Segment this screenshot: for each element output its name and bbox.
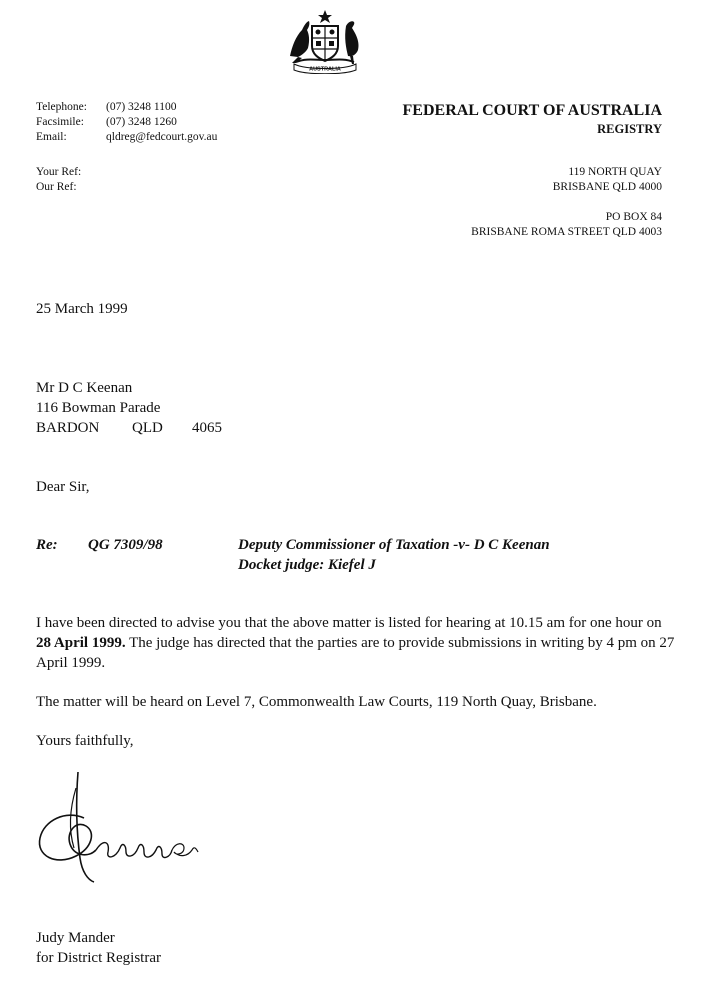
telephone-value: (07) 3248 1100 xyxy=(106,101,177,113)
signer-title: for District Registrar xyxy=(36,950,161,966)
court-heading xyxy=(403,101,662,138)
court-city: BRISBANE QLD 4000 xyxy=(552,181,662,193)
court-po-city: BRISBANE ROMA STREET QLD 4003 xyxy=(471,226,662,238)
facsimile-value: (07) 3248 1260 xyxy=(106,116,177,128)
telephone-label: Telephone: xyxy=(36,101,87,113)
re-label: Re: xyxy=(36,537,58,553)
court-postal-address xyxy=(471,210,662,240)
re-title-line: Deputy Commissioner of Taxation -v- D C Keenan xyxy=(238,537,550,553)
email-label: Email: xyxy=(36,131,67,143)
email-value: qldreg@fedcourt.gov.au xyxy=(106,131,218,143)
your-ref-label: Your Ref: xyxy=(36,166,82,178)
recipient-name: Mr D C Keenan xyxy=(36,380,133,396)
court-street: 119 NORTH QUAY xyxy=(568,166,662,178)
recipient-address xyxy=(36,378,222,438)
recipient-street: 116 Bowman Parade xyxy=(36,400,161,416)
body1-text-end: The judge has directed that the parties are to provide submissions in writing by 4 pm on 27 April 1999. xyxy=(36,635,675,671)
body-paragraph-2: The matter will be heard on Level 7, Commonwealth Law Courts, 119 North Quay, Brisbane. xyxy=(36,694,597,710)
body-paragraph-1 xyxy=(36,613,676,673)
contact-block xyxy=(36,100,217,145)
our-ref-label: Our Ref: xyxy=(36,181,77,193)
recipient-state: QLD xyxy=(132,420,163,436)
re-docket-line: Docket judge: Kiefel J xyxy=(238,557,376,573)
closing: Yours faithfully, xyxy=(36,733,134,749)
re-matter-number: QG 7309/98 xyxy=(88,537,163,553)
body1-hearing-date: 28 April 1999. xyxy=(36,635,126,651)
crest-ribbon-text: AUSTRALIA xyxy=(309,66,341,73)
court-po-box: PO BOX 84 xyxy=(605,211,662,223)
body1-text-start: I have been directed to advise you that the above matter is listed for hearing at 10.15 am for one hour on xyxy=(36,615,662,631)
recipient-suburb: BARDON xyxy=(36,420,100,436)
letter-date: 25 March 1999 xyxy=(36,301,128,317)
facsimile-label: Facsimile: xyxy=(36,116,84,128)
coat-of-arms-crest xyxy=(282,8,368,74)
signer-name: Judy Mander xyxy=(36,930,115,946)
court-name: FEDERAL COURT OF AUSTRALIA xyxy=(402,102,662,119)
re-matter-title xyxy=(238,535,550,575)
court-street-address xyxy=(553,165,662,195)
reference-block xyxy=(36,165,81,195)
court-registry: REGISTRY xyxy=(597,122,662,136)
recipient-postcode: 4065 xyxy=(192,420,222,436)
signer-block xyxy=(36,928,161,968)
handwritten-signature xyxy=(30,768,210,888)
salutation: Dear Sir, xyxy=(36,479,90,495)
